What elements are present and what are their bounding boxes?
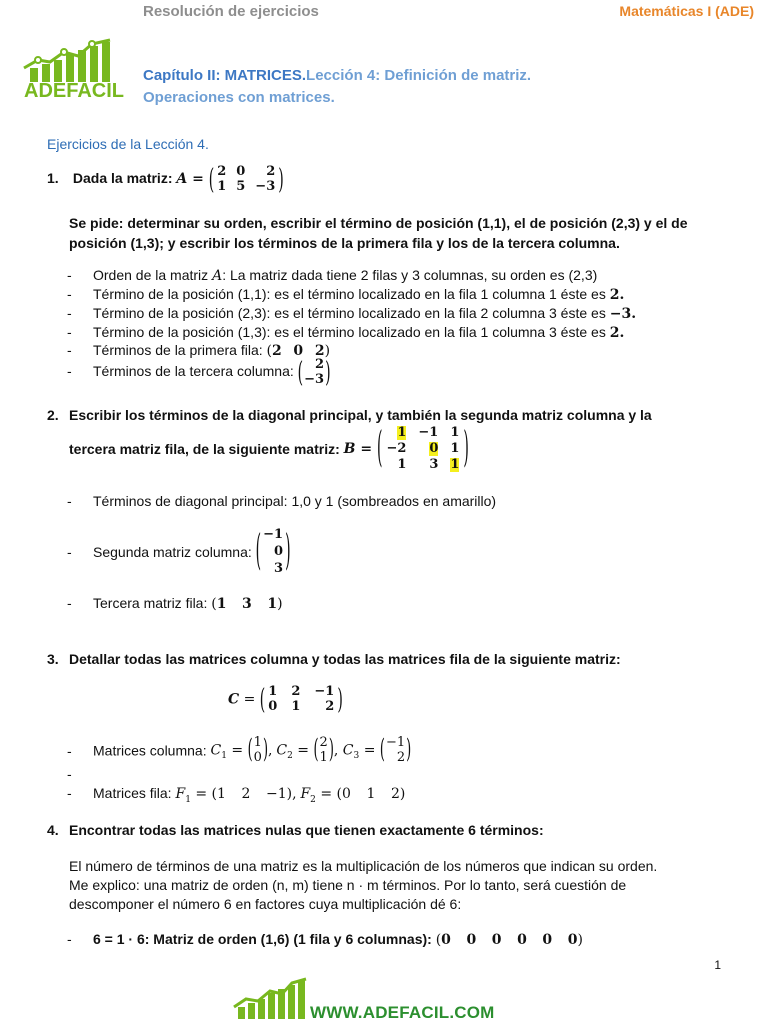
ex3-item-rows: - Matrices fila: $F_1 = (1$ 2 −1), $F_2 = (0$ 1 2) [67, 785, 406, 805]
ex1-number: 1. [47, 170, 59, 187]
chapter-subtitle: Operaciones con matrices. [143, 89, 335, 106]
matrix-cell: −1 [314, 684, 335, 699]
matrix-cell: −1 [263, 527, 284, 542]
ex4-item-1x6: - 6 = 1 · 6: Matriz de orden (1,6) (1 fila y 6 columnas): (0 0 0 0 0 0) [67, 931, 583, 948]
ex1-item-term-23: - Término de la posición (2,3): es el término localizado en la fila 2 columna 3 éste es −3. [67, 305, 637, 322]
matrix-cell: 0 [268, 699, 278, 714]
adefacil-logo [20, 38, 124, 104]
matrix-cell: −2 [386, 441, 407, 456]
column-matrix: ( −1 0 3 ) [255, 527, 291, 576]
ex2-matrix: ( 1 −1 1 −2 0 1 1 3 1 ) [376, 425, 469, 473]
ex1-question: 1. Dada la matriz: A = ( 2 0 2 1 5 −3 ) [47, 163, 284, 196]
header-right-title: Matemáticas I (ADE) [619, 3, 754, 19]
ex1-item-term-13: - Término de la posición (1,3): es el término localizado en la fila 1 columna 3 éste es 2. [67, 324, 625, 341]
column-matrix: ( 2 −3 ) [297, 356, 331, 389]
ex3-matrix-def: C = ( 1 2 −1 0 1 2 ) [228, 683, 343, 716]
logo-wordmark: ADEFACIL [24, 80, 124, 102]
matrix-cell: 0 [253, 750, 262, 765]
matrix-cell: −3 [304, 372, 325, 387]
matrix-cell: −3 [255, 179, 276, 194]
ex2-item-second-col: - Segunda matriz columna: ( −1 0 3 ) [67, 527, 291, 576]
ex1-task: Se pide: determinar su orden, escribir el término de posición (1,1), el de posición (2,3) y el de posición (1,3); y escribir los términos de la primera fila y los de la tercera columna. [69, 215, 688, 251]
matrix-cell: 3 [429, 457, 439, 472]
page-number: 1 [714, 958, 721, 972]
matrix-cell: 1 [319, 750, 328, 765]
column-matrix: ( −1 2 ) [379, 735, 412, 766]
ex1-question-text: Dada la matriz: [72, 170, 173, 187]
matrix-cell: 0 [236, 164, 246, 179]
matrix-cell: 1 [397, 457, 407, 472]
matrix-cell: −1 [418, 425, 439, 440]
column-matrix: ( 1 0 ) [247, 735, 269, 766]
footer-url-link[interactable]: WWW.ADEFACIL.COM [310, 1003, 495, 1022]
matrix-cell: −1 [385, 735, 406, 750]
matrix-cell: 1 [291, 699, 301, 714]
matrix-cell: 2 [319, 735, 328, 750]
matrix-cell: 3 [274, 561, 284, 576]
ex3-matrix: ( 1 2 −1 0 1 2 ) [259, 683, 343, 716]
footer-logo [232, 977, 308, 1026]
growth-chart-icon [232, 977, 308, 1021]
chapter-lesson: Lección 4: Definición de matriz. [306, 67, 532, 84]
ex1-item-first-row: - Términos de la primera fila: (2 0 2) [67, 342, 331, 359]
ex1-matrix: ( 2 0 2 1 5 −3 ) [208, 163, 284, 196]
ex4-question: 4. Encontrar todas las matrices nulas que tienen exactamente 6 términos: [47, 822, 544, 838]
matrix-cell: 2 [266, 164, 276, 179]
matrix-cell: 0 [274, 544, 284, 559]
matrix-cell-diagonal: 1 [450, 457, 460, 472]
matrix-cell: 5 [236, 179, 246, 194]
matrix-cell: 1 [253, 735, 262, 750]
ex2-item-third-row: - Tercera matriz fila: (1 3 1) [67, 595, 283, 612]
chapter-heading [143, 65, 531, 109]
matrix-cell: 1 [268, 684, 278, 699]
matrix-cell: 2 [396, 750, 406, 765]
section-title: Ejercicios de la Lección 4. [47, 136, 209, 152]
matrix-cell: 2 [325, 699, 335, 714]
matrix-cell-diagonal: 0 [429, 441, 439, 456]
ex4-paragraph: El número de términos de una matriz es la multiplicación de los números que indican su orden. Me explico: una matriz de orden (n, m) tiene n · m términos. Por lo tanto, será cuestión de descomponer el número 6 en factores cuya multiplicación dé 6: [69, 858, 658, 912]
ex1-matrix-name: A [176, 171, 188, 188]
ex3-empty-item: - [67, 766, 72, 782]
chapter-prefix: Capítulo II: MATRICES. [143, 67, 307, 84]
ex3-item-columns: - Matrices columna: $C_1$ = ( 1 0 ) , $C_2$ = ( 2 1 ) , $C_3$ = ( −1 2 ) [67, 735, 412, 766]
matrix-cell: 1 [450, 425, 460, 440]
header-left-title: Resolución de ejercicios [143, 3, 319, 20]
ex2-item-diagonal: - Términos de diagonal principal: 1,0 y 1 (sombreados en amarillo) [67, 493, 497, 509]
matrix-cell: 2 [315, 357, 325, 372]
matrix-cell: 2 [217, 164, 227, 179]
matrix-cell-diagonal: 1 [397, 425, 407, 440]
matrix-cell: 2 [291, 684, 301, 699]
matrix-cell: 1 [450, 441, 460, 456]
ex1-item-third-col: - Términos de la tercera columna: ( 2 −3 ) [67, 356, 331, 389]
ex3-question: 3. Detallar todas las matrices columna y todas las matrices fila de la siguiente matriz: [47, 651, 621, 667]
growth-chart-icon [20, 38, 120, 86]
ex2-question-line2: tercera matriz fila, de la siguiente matriz: B = ( 1 −1 1 −2 0 1 1 3 1 ) [69, 425, 469, 473]
column-matrix: ( 2 1 ) [313, 735, 334, 766]
ex1-item-term-11: - Término de la posición (1,1): es el término localizado en la fila 1 columna 1 éste es 2. [67, 286, 625, 303]
matrix-cell: 1 [217, 179, 227, 194]
ex1-item-order: - Orden de la matriz A: La matriz dada tiene 2 filas y 3 columnas, su orden es (2,3) [67, 267, 598, 284]
ex2-question-line1: 2. Escribir los términos de la diagonal principal, y también la segunda matriz columna y la [47, 407, 652, 423]
